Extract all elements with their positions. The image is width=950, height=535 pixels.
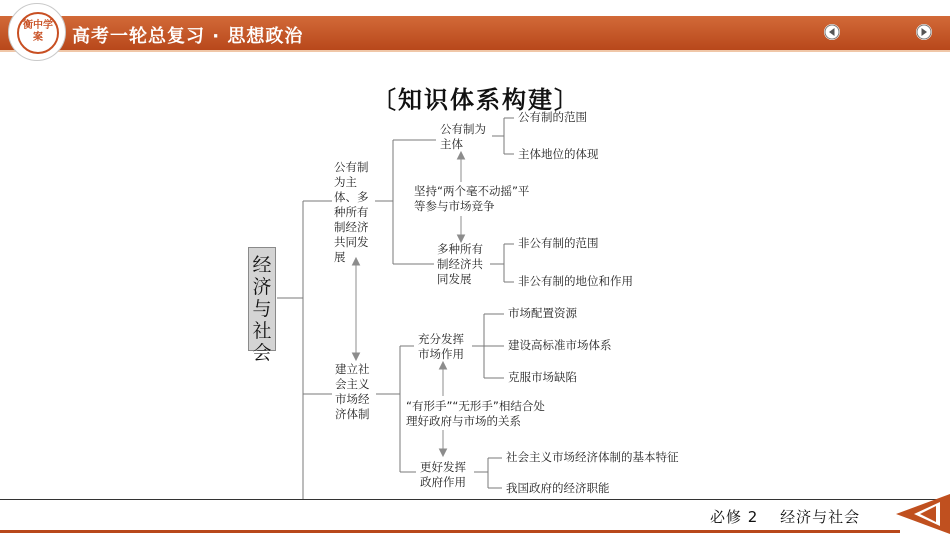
sub-government-role-label: 更好发挥政府作用: [420, 460, 466, 489]
leaf-market-defects: 克服市场缺陷: [508, 370, 577, 384]
header-title: 高考一轮总复习 · 思想政治: [72, 26, 304, 47]
leaf-public-scope: 公有制的范围: [518, 110, 587, 124]
leaf-market-allocation: 市场配置资源: [508, 306, 577, 320]
logo: [8, 3, 66, 61]
note-two-unwavering: 坚持“两个毫不动摇”平等参与市场竞争: [414, 184, 530, 213]
logo-text: 衡中学案: [23, 20, 53, 43]
branch-market-economy-label: 建立社会主义市场经济体制: [335, 362, 370, 421]
logo-seal-icon: [17, 12, 59, 54]
back-chevron-icon[interactable]: [896, 494, 950, 534]
leaf-nonpublic-scope: 非公有制的范围: [518, 236, 599, 250]
leaf-nonpublic-role: 非公有制的地位和作用: [518, 274, 633, 288]
sub-mixed-ownership-label: 多种所有制经济共同发展: [437, 242, 483, 286]
root-node: 经济与社会: [248, 247, 276, 351]
leaf-high-standard-market: 建设高标准市场体系: [508, 338, 612, 352]
sub-market-role-label: 充分发挥市场作用: [418, 332, 464, 361]
footer-text: 必修 2 经济与社会: [710, 508, 861, 526]
page-title: 〔知识体系构建〕: [372, 86, 580, 114]
leaf-gov-economic-functions: 我国政府的经济职能: [506, 481, 610, 495]
footer-accent-bar: [0, 530, 900, 533]
branch-ownership-label: 公有制为主体、多种所有制经济共同发展: [334, 160, 369, 264]
sub-public-ownership-label: 公有制为主体: [440, 122, 486, 151]
note-visible-invisible-hand: “有形手”“无形手”相结合处理好政府与市场的关系: [406, 399, 545, 428]
footer-divider: [0, 499, 950, 500]
leaf-dominant-status: 主体地位的体现: [518, 147, 599, 161]
leaf-basic-features: 社会主义市场经济体制的基本特征: [506, 450, 679, 464]
